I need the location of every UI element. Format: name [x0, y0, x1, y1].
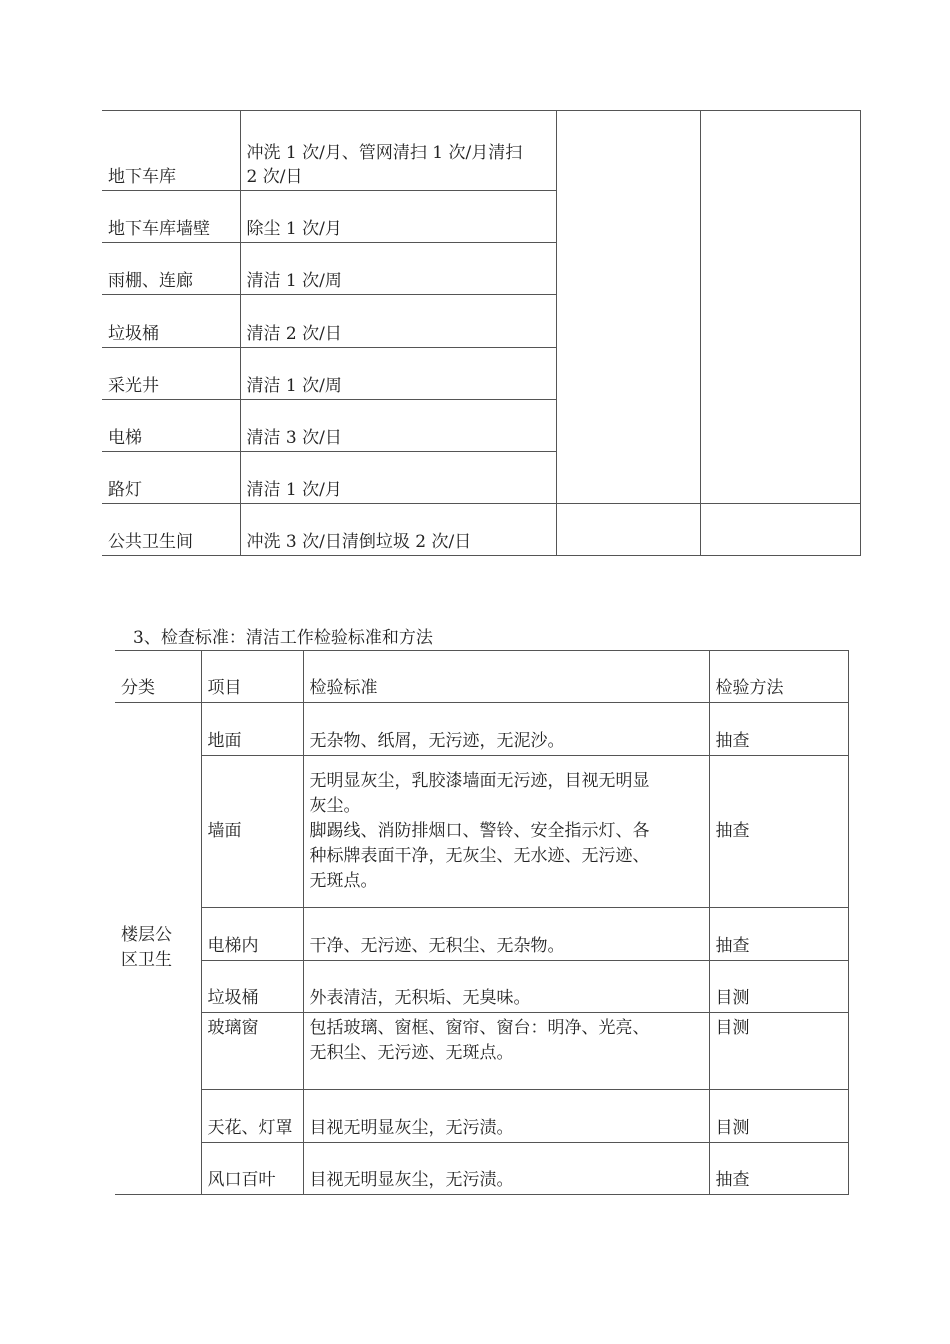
item-cell: 垃圾桶 [201, 960, 303, 1012]
empty-cell [556, 503, 700, 555]
standard-cell: 干净、无污迹、无积尘、无杂物。 [303, 908, 709, 960]
method-cell: 抽查 [709, 908, 848, 960]
standard-line: 脚踢线、消防排烟口、警铃、安全指示灯、各 [309, 820, 650, 841]
empty-cell [700, 503, 860, 555]
frequency-line: 冲洗 1 次/月、管网清扫 1 次/月清扫 [246, 143, 523, 164]
standard-line: 种标牌表面干净，无灰尘、无水迹、无污迹、 [309, 845, 650, 866]
standard-cell: 目视无明显灰尘，无污渍。 [303, 1089, 709, 1142]
area-cell: 雨棚、连廊 [102, 243, 240, 295]
item-cell: 风口百叶 [201, 1142, 303, 1194]
table-row [115, 908, 848, 960]
table-row [102, 111, 860, 191]
category-label: 楼层公区卫生 [121, 925, 172, 971]
frequency-cell: 清洁 1 次/月 [240, 451, 556, 503]
column-header-standard: 检验标准 [303, 651, 709, 703]
empty-cell [556, 111, 700, 504]
method-cell: 抽查 [709, 1142, 848, 1194]
area-cell: 地下车库墙壁 [102, 191, 240, 243]
area-cell: 路灯 [102, 451, 240, 503]
item-cell: 地面 [201, 703, 303, 756]
table-row [115, 703, 848, 756]
standard-cell [303, 756, 709, 908]
method-cell: 抽查 [709, 756, 848, 908]
table-row [115, 1089, 848, 1142]
frequency-cell: 清洁 1 次/周 [240, 243, 556, 295]
column-header-category: 分类 [115, 651, 201, 703]
frequency-line: 2 次/日 [246, 167, 303, 188]
standard-line: 包括玻璃、窗框、窗帘、窗台：明净、光亮、 [309, 1017, 650, 1038]
header-row [115, 651, 848, 703]
method-cell: 目测 [709, 960, 848, 1012]
empty-cell [700, 111, 860, 504]
area-cell: 电梯 [102, 399, 240, 451]
column-header-item: 项目 [201, 651, 303, 703]
frequency-cell: 清洁 3 次/日 [240, 399, 556, 451]
item-cell: 玻璃窗 [201, 1012, 303, 1089]
method-cell: 目测 [709, 1089, 848, 1142]
method-cell: 抽查 [709, 703, 848, 756]
method-cell: 目测 [709, 1012, 848, 1089]
standard-line: 无明显灰尘，乳胶漆墙面无污迹，目视无明显 [309, 770, 650, 791]
frequency-cell: 清洁 2 次/日 [240, 295, 556, 347]
standard-line: 无斑点。 [309, 870, 378, 891]
frequency-cell [240, 111, 556, 191]
item-cell: 电梯内 [201, 908, 303, 960]
frequency-cell: 冲洗 3 次/日清倒垃圾 2 次/日 [240, 503, 556, 555]
item-cell: 墙面 [201, 756, 303, 908]
area-cell: 地下车库 [102, 111, 240, 191]
area-cell: 垃圾桶 [102, 295, 240, 347]
item-cell: 天花、灯罩 [201, 1089, 303, 1142]
table-row [115, 1012, 848, 1089]
standard-line: 无积尘、无污迹、无斑点。 [309, 1042, 514, 1063]
area-cell: 公共卫生间 [102, 503, 240, 555]
frequency-cell: 除尘 1 次/月 [240, 191, 556, 243]
category-cell [115, 703, 201, 1195]
standard-cell [303, 1012, 709, 1089]
standard-cell: 外表清洁，无积垢、无臭味。 [303, 960, 709, 1012]
table-row [102, 503, 860, 555]
table-row [115, 756, 848, 908]
frequency-cell: 清洁 1 次/周 [240, 347, 556, 399]
cleaning-schedule-table [102, 110, 861, 556]
section-heading: 3、检查标准：清洁工作检验标准和方法 [133, 628, 433, 648]
inspection-standards-table [115, 650, 849, 1195]
table-row [115, 960, 848, 1012]
column-header-method: 检验方法 [709, 651, 848, 703]
standard-line: 灰尘。 [309, 795, 361, 816]
table-row [115, 1142, 848, 1194]
standard-cell: 目视无明显灰尘，无污渍。 [303, 1142, 709, 1194]
area-cell: 采光井 [102, 347, 240, 399]
standard-cell: 无杂物、纸屑，无污迹，无泥沙。 [303, 703, 709, 756]
